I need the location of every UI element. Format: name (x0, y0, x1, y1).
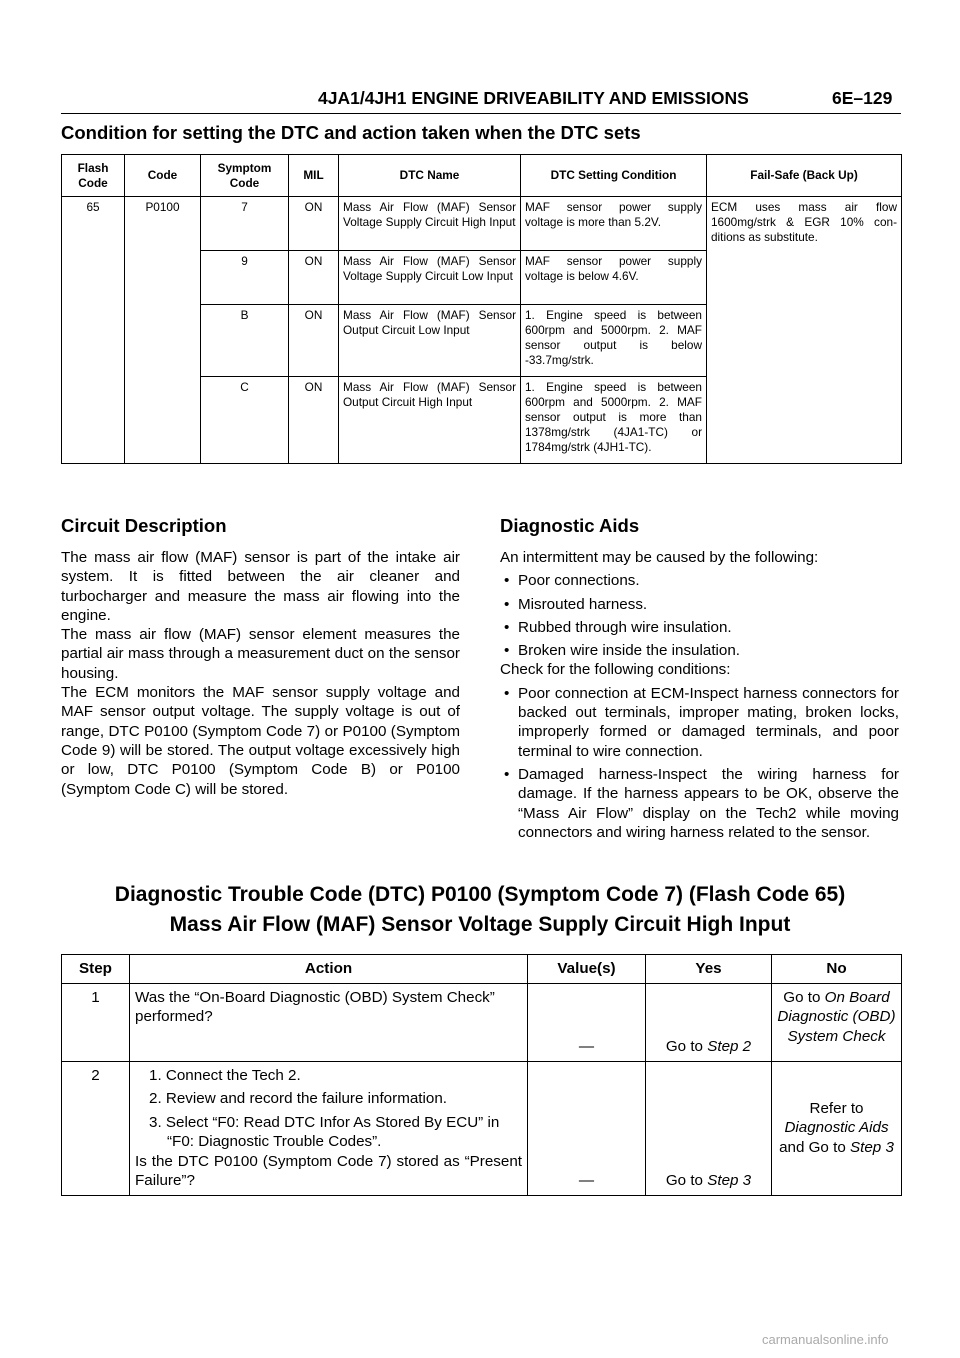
condition-heading: Condition for setting the DTC and action taken when the DTC sets (61, 122, 641, 143)
condition-cell: MAF sensor power supply voltage is more than 5.2V. (521, 197, 707, 251)
step-yes (646, 983, 772, 1061)
diagnostic-aids-link[interactable]: Diagnostic Aids (784, 1119, 889, 1137)
fail-safe-cell: ECM uses mass air flow 1600mg/strk & EGR 10% con-ditions as substitute. (707, 197, 902, 464)
list-item: 2. Review and record the failure information. (149, 1090, 447, 1107)
flash-code-cell: 65 (62, 197, 125, 464)
circuit-heading: Circuit Description (61, 515, 227, 536)
step-action: Was the “On-Board Diagnostic (OBD) System Check” performed? (130, 983, 528, 1061)
yes-prefix: Go to (665, 1038, 708, 1055)
circuit-paragraph: The ECM monitors the MAF sensor supply voltage and MAF sensor output voltage. The supply voltage is out of range, DTC P0100 (Symptom Code 7) or P0100 (Symptom Code 9) will be stored. The output voltage excessively high or low, DTC P0100 (Symptom Code B) or P0100 (Symptom Code C) will be stored. (61, 684, 460, 798)
condition-cell: 1. Engine speed is between 600rpm and 5000rpm. 2. MAF sensor output is more than 1378mg/strk (4JA1-TC) or 1784mg/strk (4JH1-TC). (521, 377, 707, 464)
header-title: 4JA1/4JH1 ENGINE DRIVEABILITY AND EMISSIONS (318, 88, 749, 108)
circuit-paragraph: The mass air flow (MAF) sensor element measures the partial air mass through a measurement duct on the sensor housing. (61, 626, 460, 682)
list-item: • Poor connection at ECM-Inspect harness connectors for backed out terminals, improper mating, broken locks, improperly formed or damaged terminals, and poor terminal to wire connection. (500, 684, 899, 761)
condition-table-header (62, 155, 902, 197)
table-row (62, 197, 902, 251)
col-flash-code: Flash Code (62, 155, 125, 197)
mil-cell: ON (289, 305, 339, 377)
col-code: Code (125, 155, 201, 197)
list-item: 3. Select “F0: Read DTC Infor As Stored By ECU” in “F0: Diagnostic Trouble Codes”. (149, 1113, 500, 1150)
condition-cell: 1. Engine speed is between 600rpm and 5000rpm. 2. MAF sensor output is below -33.7mg/strk. (521, 305, 707, 377)
aids-check-intro: Check for the following conditions: (500, 661, 731, 679)
list-item: 1. Connect the Tech 2. (149, 1066, 301, 1084)
list-item: • Poor connections. (500, 571, 899, 590)
col-no: No (772, 955, 902, 984)
dtc-name-cell: Mass Air Flow (MAF) Sensor Output Circuit Low Input (339, 305, 521, 377)
watermark: carmanualsonline.info (762, 1332, 889, 1347)
page-number: 6E–129 (832, 88, 893, 108)
step-action (130, 1061, 528, 1195)
step-action-list (135, 1066, 522, 1152)
table-row (62, 1061, 902, 1195)
dtc-name-cell: Mass Air Flow (MAF) Sensor Output Circuit High Input (339, 377, 521, 464)
step-no (772, 1061, 902, 1195)
step-value: — (528, 1061, 646, 1195)
col-setting-condition: DTC Setting Condition (521, 155, 707, 197)
step-no (772, 983, 902, 1061)
col-dtc-name: DTC Name (339, 155, 521, 197)
step-table-header (62, 955, 902, 984)
header-rule (61, 113, 901, 114)
list-item: • Damaged harness-Inspect the wiring harness for damage. If the harness appears to be OK, observe the “Mass Air Flow” display on the Tech2 while moving connectors and wiring harness related to the sensor. (500, 765, 899, 842)
no-prefix: Refer to (809, 1099, 864, 1117)
symptom-cell: 7 (201, 197, 289, 251)
diagnostic-aids-heading: Diagnostic Aids (500, 515, 640, 536)
no-prefix: Go to (783, 988, 825, 1006)
symptom-cell: C (201, 377, 289, 464)
symptom-cell: 9 (201, 251, 289, 305)
code-cell: P0100 (125, 197, 201, 464)
aids-intro: An intermittent may be caused by the following: (500, 549, 819, 566)
circuit-paragraph: The mass air flow (MAF) sensor is part of the intake air system. It is fitted between the air cleaner and turbocharger and measure the mass air flowing into the engine. (61, 549, 460, 624)
mil-cell: ON (289, 377, 339, 464)
condition-cell: MAF sensor power supply voltage is below 4.6V. (521, 251, 707, 305)
col-mil: MIL (289, 155, 339, 197)
dtc-name-cell: Mass Air Flow (MAF) Sensor Voltage Supply Circuit Low Input (339, 251, 521, 305)
dtc-name-cell: Mass Air Flow (MAF) Sensor Voltage Supply Circuit High Input (339, 197, 521, 251)
step-number: 2 (62, 1061, 130, 1195)
step-value: — (528, 983, 646, 1061)
diagnostic-aids (500, 548, 899, 846)
condition-table (61, 154, 902, 464)
step-link[interactable]: Step 3 (850, 1138, 894, 1156)
no-mid: and Go to (779, 1138, 850, 1156)
list-item: • Broken wire inside the insulation. (500, 641, 899, 660)
obd-check-link[interactable]: On Board Diagnostic (OBD) System Check (777, 988, 896, 1045)
list-item: • Misrouted harness. (500, 595, 899, 614)
dtc-title-line2: Mass Air Flow (MAF) Sensor Voltage Supply Circuit High Input (169, 913, 791, 936)
col-symptom-code: Symptom Code (201, 155, 289, 197)
circuit-description (61, 548, 460, 799)
step-link[interactable]: Step 2 (707, 1038, 752, 1055)
step-yes (646, 1061, 772, 1195)
col-fail-safe: Fail-Safe (Back Up) (707, 155, 902, 197)
diagnostic-step-table (61, 954, 902, 1196)
step-link[interactable]: Step 3 (707, 1172, 752, 1189)
yes-prefix: Go to (665, 1172, 708, 1189)
table-row (62, 983, 902, 1061)
step-question: Is the DTC P0100 (Symptom Code 7) stored as “Present Failure”? (135, 1152, 522, 1189)
page-header (0, 88, 960, 112)
col-action: Action (130, 955, 528, 984)
col-yes: Yes (646, 955, 772, 984)
mil-cell: ON (289, 251, 339, 305)
step-number: 1 (62, 983, 130, 1061)
col-values: Value(s) (528, 955, 646, 984)
list-item: • Rubbed through wire insulation. (500, 618, 899, 637)
col-step: Step (62, 955, 130, 984)
symptom-cell: B (201, 305, 289, 377)
dtc-title-line1: Diagnostic Trouble Code (DTC) P0100 (Symptom Code 7) (Flash Code 65) (114, 883, 846, 906)
mil-cell: ON (289, 197, 339, 251)
